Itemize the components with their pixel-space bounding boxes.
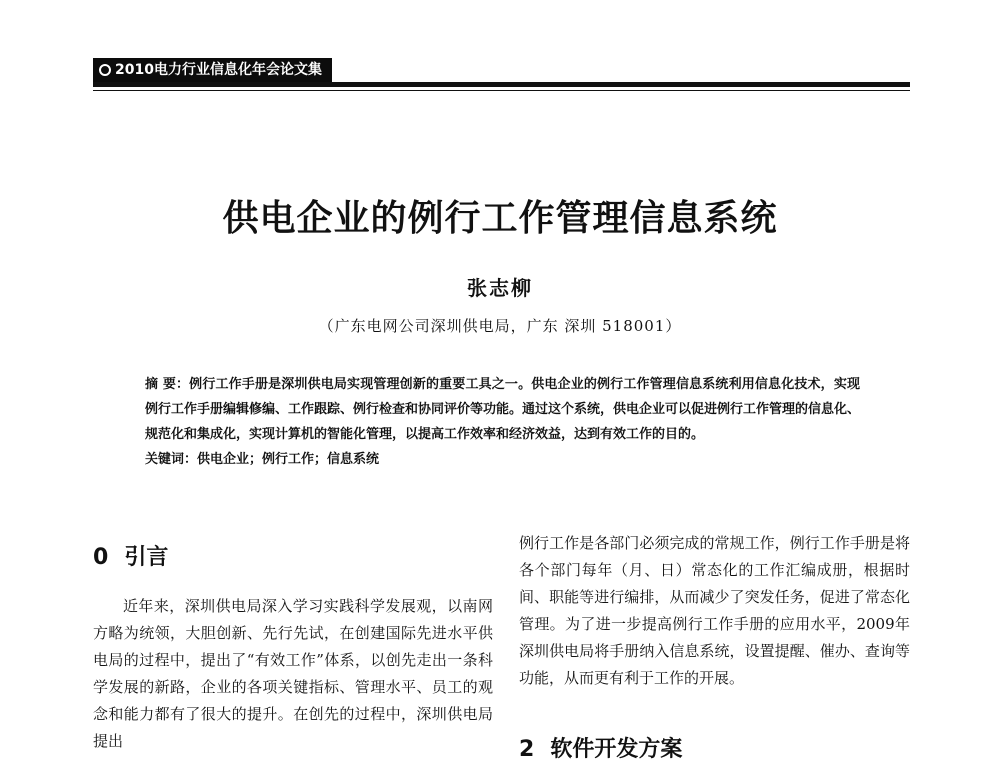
section-title: 软件开发方案 — [550, 737, 683, 762]
left-column — [93, 540, 493, 755]
intro-paragraph: 近年来，深圳供电局深入学习实践科学发展观，以南网方略为统领，大胆创新、先行先试，在创建国际先进水平供电局的过程中，提出了“有效工作”体系，以创先走出一条科学发展的新路，企业的各项关键指标、管理水平、员工的观念和能力都有了很大的提升。在创先的过程中，深圳供电局提出 — [93, 597, 493, 750]
abstract-block — [145, 372, 860, 472]
paper-author: 张志柳 — [467, 276, 533, 300]
section-title: 引言 — [124, 545, 169, 570]
paper-affiliation: （广东电网公司深圳供电局，广东 深圳 518001） — [318, 317, 682, 335]
routine-work-paragraph: 例行工作是各部门必须完成的常规工作，例行工作手册是将各个部门每年（月、日）常态化的工作汇编成册，根据时间、职能等进行编排，从而减少了突发任务，促进了常态化管理。为了进一步提高例行工作手册的应用水平，2009年深圳供电局将手册纳入信息系统，设置提醒、催办、查询等功能，从而更有利于工作的开展。 — [519, 534, 910, 687]
keywords-line — [145, 447, 860, 472]
proceedings-logo-icon — [99, 64, 111, 76]
proceedings-header-tag — [93, 58, 332, 82]
paper-title: 供电企业的例行工作管理信息系统 — [222, 197, 778, 239]
section-heading-software-plan — [519, 732, 910, 763]
right-column — [519, 530, 910, 763]
abstract-paragraph — [145, 372, 860, 447]
keywords-label: 关键词： — [145, 452, 198, 467]
keywords-text: 供电企业；例行工作；信息系统 — [197, 452, 380, 467]
section-heading-introduction — [93, 540, 493, 571]
header-rule-thin — [93, 90, 910, 91]
proceedings-series-label: 2010电力行业信息化年会论文集 — [115, 62, 322, 78]
header-rule-thick — [93, 82, 910, 87]
abstract-label: 摘 要： — [145, 377, 190, 392]
section-number: 2 — [519, 737, 535, 762]
abstract-text: 例行工作手册是深圳供电局实现管理创新的重要工具之一。供电企业的例行工作管理信息系统利用信息化技术，实现例行工作手册编辑修编、工作跟踪、例行检查和协同评价等功能。通过这个系统，供电企业可以促进例行工作管理的信息化、规范化和集成化，实现计算机的智能化管理，以提高工作效率和经济效益，达到有效工作的目的。 — [145, 377, 861, 442]
section-number: 0 — [93, 545, 109, 570]
